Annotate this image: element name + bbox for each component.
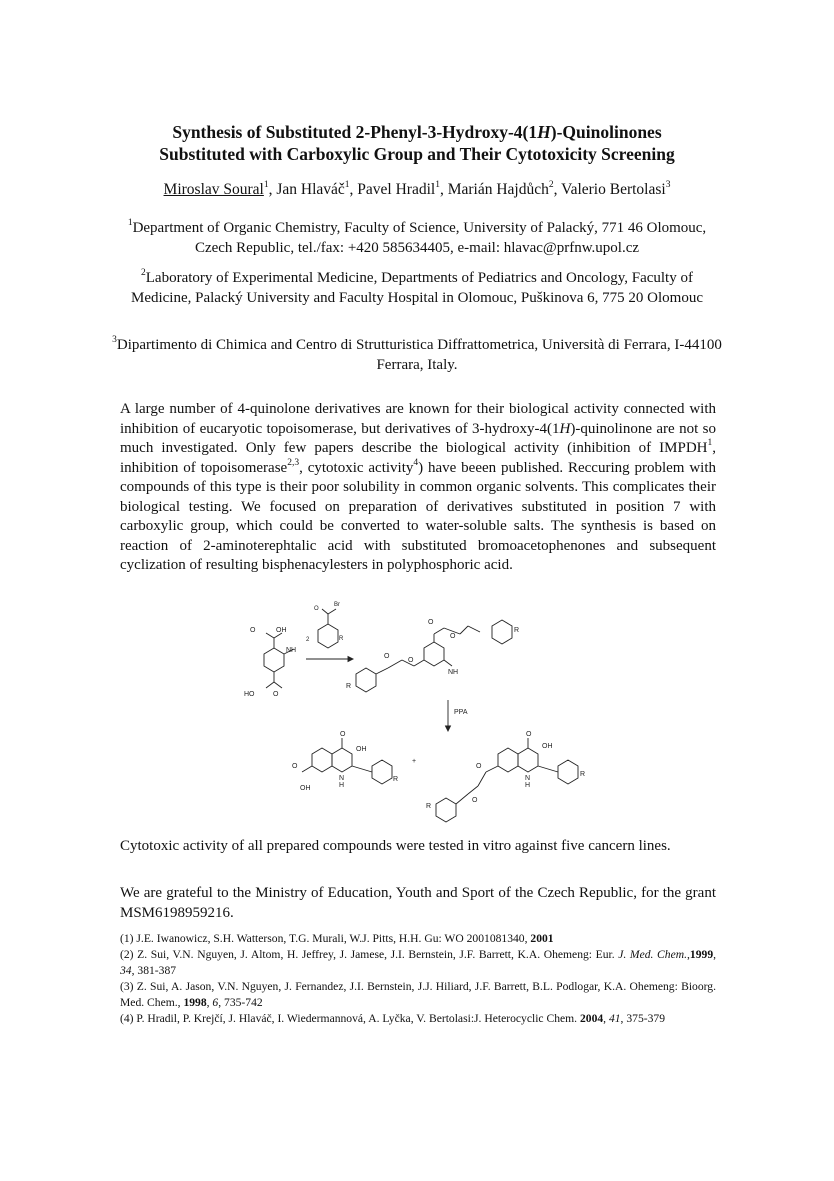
label-r: R [426, 803, 432, 810]
reference-segment: (1) J.E. Iwanowicz, S.H. Watterson, T.G. Murali, W.J. Pitts, H.H. Gu: WO 2001081340, [120, 932, 531, 945]
acknowledgement-paragraph: We are grateful to the Ministry of Education, Youth and Sport of the Czech Republic, for the grant MSM6198959216. [120, 885, 716, 921]
reference-segment: J. Med. Chem. [618, 948, 688, 961]
title-line2: Substituted with Carboxylic Group and Their Cytotoxicity Screening [159, 144, 675, 164]
label-nh2: NH [448, 669, 459, 676]
reference-segment: 41 [608, 1012, 621, 1025]
reference-segment: (3) Z. Sui, A. Jason, V.N. Nguyen, J. Fernandez, J.I. Bernstein, J.J. Hiliard, J.F. Barrett, B.L. Podlogar, K.A. Ohemeng: Bioorg. Med. Chem., [120, 980, 716, 1009]
label-n: N [339, 775, 345, 782]
reference-segment: 6 [212, 996, 219, 1009]
reference-segment: (4) P. Hradil, P. Krejčí, J. Hlaváč, I. Wiedermannová, A. Lyčka, V. Bertolasi:J. Heterocyclic Chem. [120, 1012, 580, 1025]
reference-item [120, 931, 716, 947]
label-o: O [526, 731, 532, 738]
affiliation-sup: 2 [141, 268, 146, 278]
reference-list [120, 931, 716, 1027]
label-n: N [525, 775, 531, 782]
affiliation-2 [110, 269, 724, 308]
author-sep: , [553, 181, 562, 198]
reference-item [120, 947, 716, 979]
structure-aminoterephthalic-acid [244, 627, 296, 698]
label-ho: HO [244, 691, 255, 698]
label-br: Br [334, 602, 340, 608]
title-line1-h: H [537, 122, 551, 142]
label-o: O [340, 731, 346, 738]
label-o: O [314, 606, 319, 612]
structure-bisphenacylester [346, 619, 519, 692]
reference-segment: , [687, 948, 690, 961]
label-oh: OH [356, 746, 367, 753]
structure-quinolinone-ester [426, 731, 585, 822]
author-name: Pavel Hradil [357, 181, 436, 198]
label-r: R [346, 683, 352, 690]
label-oh: OH [300, 785, 311, 792]
reaction-scheme [236, 596, 616, 828]
arrow-head [348, 657, 353, 662]
label-o: O [273, 691, 279, 698]
abstract-text: , inhibition of topoisomerase [120, 440, 716, 476]
author-name: Valerio Bertolasi [561, 181, 666, 198]
author-name: Marián Hajdůch [447, 181, 549, 198]
title-line1-a: Synthesis of Substituted 2-Phenyl-3-Hydroxy-4(1 [172, 122, 538, 142]
reference-segment: (2) Z. Sui, V.N. Nguyen, J. Altom, H. Jeffrey, J. Jamese, J.I. Bernstein, J.F. Barrett, K.A. Ohemeng: Eur. [120, 948, 619, 961]
reference-segment: , 381-387 [131, 964, 177, 977]
abstract-text: )-quinolinone are not so much investigated. Only few papers describe the biological activity (inhibition of IMPDH [120, 420, 717, 456]
label-h: H [339, 782, 345, 789]
label-o: O [384, 653, 390, 660]
label-o: O [472, 797, 478, 804]
reference-segment: , 375-379 [620, 1012, 665, 1025]
abstract-italic: H [559, 420, 571, 437]
label-2: 2 [306, 637, 310, 643]
structure-quinolinone-acid [292, 731, 398, 792]
label-o: O [408, 657, 414, 664]
label-oh: OH [276, 627, 287, 634]
reference-segment: , [206, 996, 213, 1009]
abstract-text: A large number of 4-quinolone derivatives are known for their biological activity connected with inhibition of eucaryotic topoisomerase, but derivatives of 3-hydroxy-4(1 [120, 401, 716, 437]
affiliation-sup: 1 [127, 218, 133, 228]
label-h: H [525, 782, 531, 789]
reference-segment: 2004 [579, 1012, 604, 1025]
reference-item [120, 1011, 716, 1027]
author-sep: , [349, 181, 358, 198]
abstract-text: ) have beeen published. Reccuring problem with compounds of this type is their poor solubility in common organic solvents. This complicates their biological testing. We focused on preparation of derivatives substituted in position 7 with carboxylic group, which could be converted to water-soluble salts. The synthesis is based on reaction of 2-aminoterephtalic acid with substituted bromoacetophenones and subsequent cyclization of resulting bisphenacylesters in polyphosphoric acid. [120, 459, 716, 573]
label-r: R [514, 627, 520, 634]
label-ppa: PPA [454, 709, 468, 716]
arrow-head [446, 726, 451, 731]
reference-item [120, 979, 716, 1011]
citation-sup: 4 [413, 457, 419, 468]
label-r: R [393, 776, 399, 783]
author-list [90, 180, 744, 200]
citation-sup: 2,3 [287, 457, 300, 468]
abstract-text: , cytotoxic activity [299, 459, 414, 476]
label-o: O [428, 619, 434, 626]
title-line1-b: )-Quinolinones [550, 122, 662, 142]
affiliation-1 [110, 219, 724, 258]
structure-bromoacetophenone [306, 602, 344, 648]
reference-segment: 1998 [183, 996, 207, 1009]
affiliation-3 [110, 336, 724, 375]
reference-segment: , [603, 1012, 609, 1025]
paper-title [90, 121, 744, 165]
label-o: O [292, 763, 298, 770]
reference-segment: , 735-742 [218, 996, 263, 1009]
author-sup: 1 [435, 179, 440, 190]
author-sup: 2 [548, 179, 554, 190]
author-sep: , [439, 181, 448, 198]
author-sup: 3 [665, 179, 671, 190]
affiliation-sup: 3 [112, 335, 117, 345]
label-oh: OH [542, 743, 553, 750]
results-paragraph: Cytotoxic activity of all prepared compounds were tested in vitro against five cancern lines. [120, 838, 671, 854]
affiliation-text: Dipartimento di Chimica and Centro di Strutturistica Diffrattometrica, Università di Ferrara, I-44100 Ferrara, Italy. [116, 337, 722, 373]
reference-segment: , [713, 948, 717, 961]
abstract-paragraph [120, 400, 716, 576]
label-o: O [250, 627, 256, 634]
author-sup: 1 [344, 179, 350, 190]
label-o: O [450, 633, 456, 640]
label-r: R [580, 771, 586, 778]
label-plus: + [412, 758, 417, 765]
label-nh2: NH [286, 647, 297, 654]
label-o: O [476, 763, 482, 770]
citation-sup: 1 [707, 438, 713, 448]
reference-segment: 1999 [689, 948, 714, 961]
affiliation-text: Laboratory of Experimental Medicine, Departments of Pediatrics and Oncology, Faculty of Medicine, Palacký University and Faculty Hospital in Olomouc, Puškinova 6, 775 20 Olomouc [130, 270, 703, 306]
author-name: Miroslav Soural [163, 181, 264, 198]
reference-segment: 34 [120, 964, 132, 977]
label-r: R [339, 636, 344, 642]
reference-segment: 2001 [530, 932, 554, 945]
author-sup: 1 [263, 179, 269, 190]
affiliation-text: Department of Organic Chemistry, Faculty of Science, University of Palacký, 771 46 Olomouc, Czech Republic, tel./fax: +420 585634405, e-mail: hlavac@prfnw.upol.cz [132, 220, 707, 256]
author-name: Jan Hlaváč [276, 181, 345, 198]
author-sep: , [268, 181, 277, 198]
